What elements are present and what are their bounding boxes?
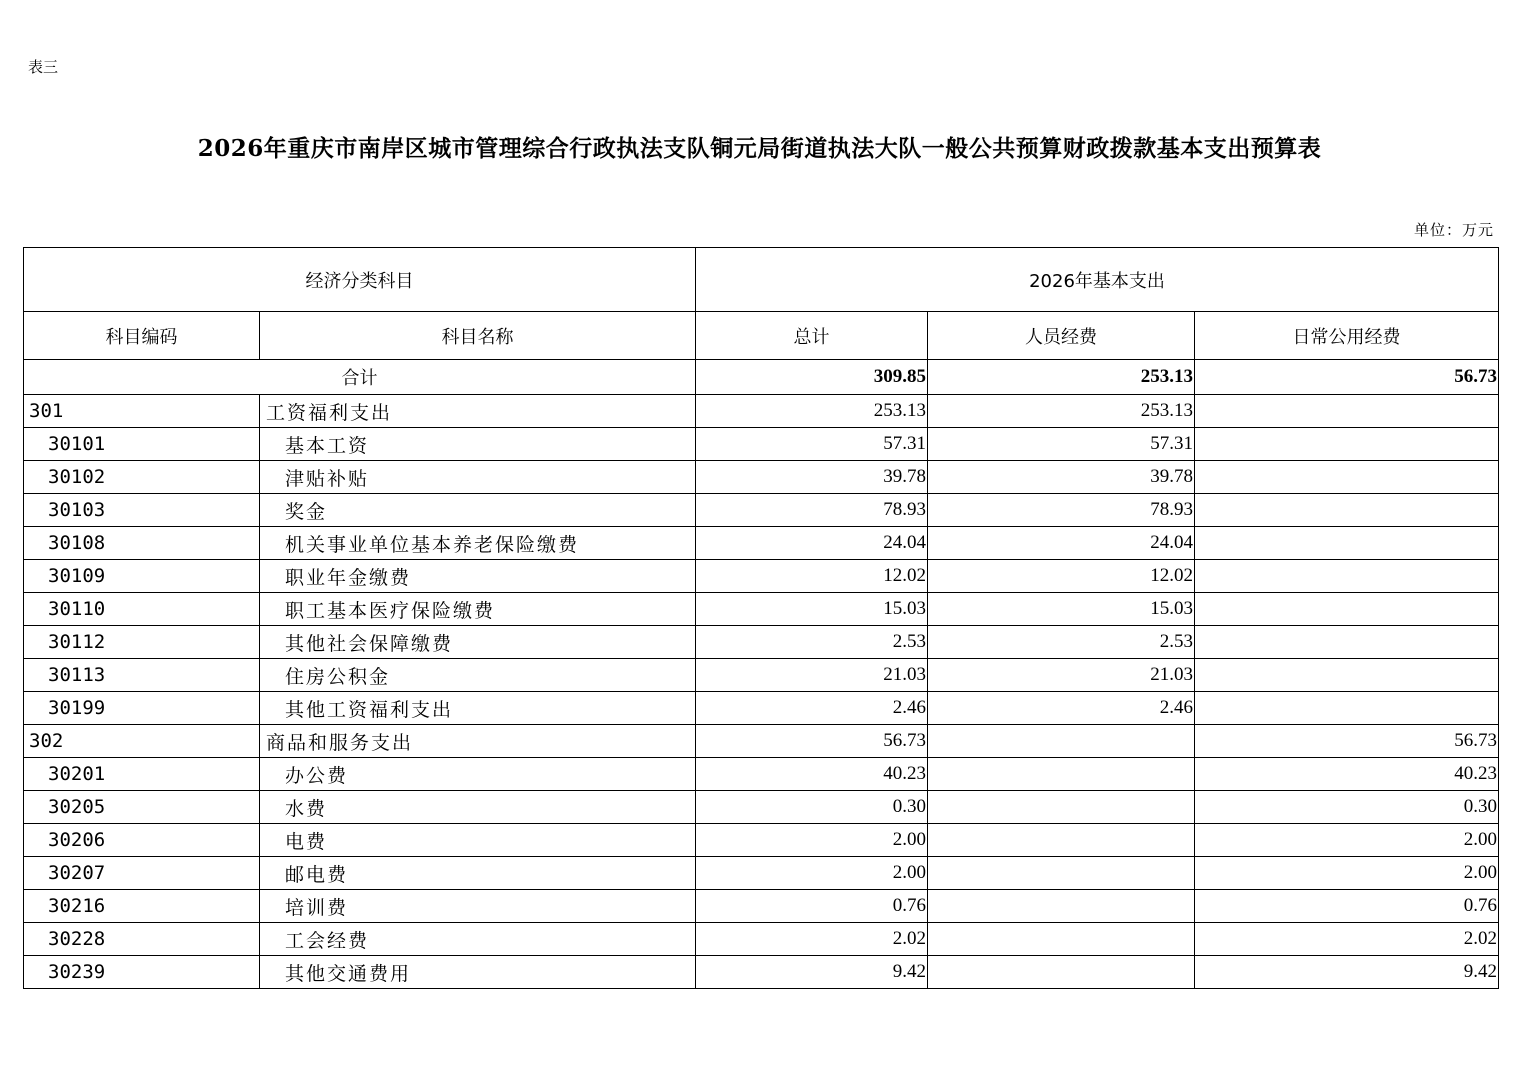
column-header-public: 日常公用经费 — [1195, 312, 1499, 360]
row-public: 0.76 — [1195, 890, 1499, 923]
row-name: 邮电费 — [260, 857, 696, 890]
row-personnel — [928, 725, 1195, 758]
row-name: 职业年金缴费 — [260, 560, 696, 593]
row-name: 水费 — [260, 791, 696, 824]
row-public: 56.73 — [1195, 725, 1499, 758]
row-total: 2.46 — [696, 692, 928, 725]
column-header-total: 总计 — [696, 312, 928, 360]
row-name: 其他交通费用 — [260, 956, 696, 989]
row-code: 30112 — [24, 626, 260, 659]
table-row — [24, 791, 1499, 824]
table-row — [24, 857, 1499, 890]
table-row — [24, 494, 1499, 527]
row-total: 24.04 — [696, 527, 928, 560]
row-code: 30216 — [24, 890, 260, 923]
table-row — [24, 659, 1499, 692]
table-label: 表三 — [28, 58, 59, 76]
column-header-personnel: 人员经费 — [928, 312, 1195, 360]
group-header-row — [24, 248, 1499, 312]
row-public — [1195, 494, 1499, 527]
row-code: 301 — [24, 395, 260, 428]
row-personnel — [928, 923, 1195, 956]
row-code: 302 — [24, 725, 260, 758]
row-code: 30110 — [24, 593, 260, 626]
row-public — [1195, 659, 1499, 692]
row-personnel — [928, 956, 1195, 989]
table-row — [24, 560, 1499, 593]
row-public: 9.42 — [1195, 956, 1499, 989]
table-row — [24, 461, 1499, 494]
row-personnel — [928, 758, 1195, 791]
row-public: 40.23 — [1195, 758, 1499, 791]
table-row — [24, 428, 1499, 461]
table-row — [24, 758, 1499, 791]
row-total: 253.13 — [696, 395, 928, 428]
row-public: 0.30 — [1195, 791, 1499, 824]
row-total: 2.53 — [696, 626, 928, 659]
table-row — [24, 725, 1499, 758]
row-personnel: 57.31 — [928, 428, 1195, 461]
row-personnel — [928, 791, 1195, 824]
row-name: 其他工资福利支出 — [260, 692, 696, 725]
row-total: 15.03 — [696, 593, 928, 626]
page-title: 2026年重庆市南岸区城市管理综合行政执法支队铜元局街道执法大队一般公共预算财政拨款基本支出预算表 — [197, 135, 1322, 162]
column-header-code: 科目编码 — [24, 312, 260, 360]
row-total: 39.78 — [696, 461, 928, 494]
row-name: 津贴补贴 — [260, 461, 696, 494]
row-code: 30103 — [24, 494, 260, 527]
row-personnel: 24.04 — [928, 527, 1195, 560]
row-code: 30206 — [24, 824, 260, 857]
row-personnel: 2.46 — [928, 692, 1195, 725]
row-public — [1195, 692, 1499, 725]
group-header-category: 经济分类科目 — [24, 248, 696, 312]
row-name: 培训费 — [260, 890, 696, 923]
row-name: 职工基本医疗保险缴费 — [260, 593, 696, 626]
row-code: 30102 — [24, 461, 260, 494]
row-name: 其他社会保障缴费 — [260, 626, 696, 659]
row-code: 30205 — [24, 791, 260, 824]
column-header-row — [24, 312, 1499, 360]
row-name: 商品和服务支出 — [260, 725, 696, 758]
row-personnel: 12.02 — [928, 560, 1195, 593]
row-total: 12.02 — [696, 560, 928, 593]
row-personnel: 78.93 — [928, 494, 1195, 527]
row-public — [1195, 593, 1499, 626]
row-code: 30108 — [24, 527, 260, 560]
row-code: 30113 — [24, 659, 260, 692]
row-name: 工会经费 — [260, 923, 696, 956]
row-public — [1195, 461, 1499, 494]
table-row — [24, 956, 1499, 989]
row-public: 2.00 — [1195, 824, 1499, 857]
row-code: 30207 — [24, 857, 260, 890]
row-personnel: 253.13 — [928, 395, 1195, 428]
row-name: 工资福利支出 — [260, 395, 696, 428]
row-total: 78.93 — [696, 494, 928, 527]
table-row — [24, 692, 1499, 725]
table-row — [24, 824, 1499, 857]
total-public: 56.73 — [1195, 360, 1499, 395]
row-public — [1195, 527, 1499, 560]
row-name: 机关事业单位基本养老保险缴费 — [260, 527, 696, 560]
row-name: 住房公积金 — [260, 659, 696, 692]
row-total: 56.73 — [696, 725, 928, 758]
row-personnel: 15.03 — [928, 593, 1195, 626]
total-row — [24, 360, 1499, 395]
table-row — [24, 527, 1499, 560]
row-public: 2.02 — [1195, 923, 1499, 956]
row-code: 30239 — [24, 956, 260, 989]
row-public — [1195, 395, 1499, 428]
row-total: 57.31 — [696, 428, 928, 461]
table-row — [24, 923, 1499, 956]
table-row — [24, 890, 1499, 923]
row-personnel — [928, 890, 1195, 923]
row-public — [1195, 560, 1499, 593]
row-total: 0.76 — [696, 890, 928, 923]
total-sum: 309.85 — [696, 360, 928, 395]
row-name: 电费 — [260, 824, 696, 857]
row-public: 2.00 — [1195, 857, 1499, 890]
row-public — [1195, 428, 1499, 461]
row-code: 30228 — [24, 923, 260, 956]
group-header-basic-expenditure: 2026年基本支出 — [696, 248, 1499, 312]
row-total: 40.23 — [696, 758, 928, 791]
row-personnel: 39.78 — [928, 461, 1195, 494]
row-personnel — [928, 824, 1195, 857]
total-label: 合计 — [24, 360, 696, 395]
row-total: 2.00 — [696, 824, 928, 857]
row-name: 奖金 — [260, 494, 696, 527]
row-code: 30109 — [24, 560, 260, 593]
row-total: 21.03 — [696, 659, 928, 692]
budget-table — [23, 247, 1499, 989]
table-row — [24, 593, 1499, 626]
column-header-name: 科目名称 — [260, 312, 696, 360]
total-personnel: 253.13 — [928, 360, 1195, 395]
row-personnel: 2.53 — [928, 626, 1195, 659]
row-personnel — [928, 857, 1195, 890]
row-total: 2.02 — [696, 923, 928, 956]
row-name: 办公费 — [260, 758, 696, 791]
row-name: 基本工资 — [260, 428, 696, 461]
row-total: 2.00 — [696, 857, 928, 890]
row-personnel: 21.03 — [928, 659, 1195, 692]
row-code: 30201 — [24, 758, 260, 791]
unit-label: 单位：万元 — [1413, 221, 1494, 239]
row-code: 30101 — [24, 428, 260, 461]
table-row — [24, 626, 1499, 659]
row-code: 30199 — [24, 692, 260, 725]
row-public — [1195, 626, 1499, 659]
row-total: 9.42 — [696, 956, 928, 989]
row-total: 0.30 — [696, 791, 928, 824]
table-row — [24, 395, 1499, 428]
